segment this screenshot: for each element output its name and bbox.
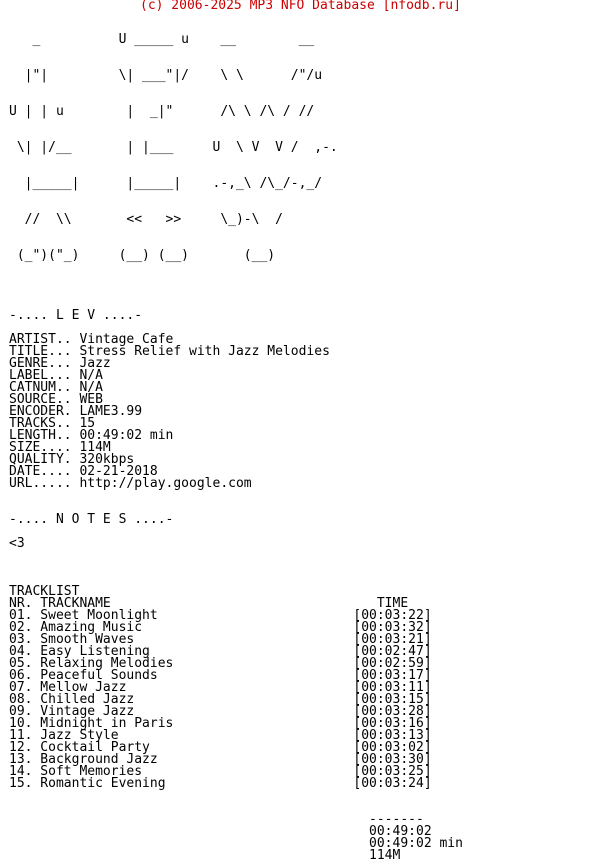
notes-header: -.... N O T E S ....- bbox=[9, 512, 174, 527]
notes-text: <3 bbox=[9, 536, 25, 551]
info-url: URL..... http://play.google.com bbox=[9, 476, 252, 491]
ascii-art-logo bbox=[9, 10, 463, 286]
ascii-art-line: _ U _____ u __ __ bbox=[9, 32, 315, 47]
track-row: 15. Romantic Evening [00:03:24] bbox=[9, 776, 432, 791]
info-length: LENGTH.. 00:49:02 min bbox=[9, 428, 174, 443]
track-row: 04. Easy Listening [00:02:47] bbox=[9, 644, 432, 659]
summary-total-size: 114M bbox=[9, 848, 401, 863]
ascii-art-line: U | | u | _|" /\ \ /\ / // bbox=[9, 104, 315, 119]
track-row: 14. Soft Memories [00:03:25] bbox=[9, 764, 432, 779]
tracklist bbox=[9, 610, 463, 790]
info-source: SOURCE.. WEB bbox=[9, 392, 103, 407]
track-row: 08. Chilled Jazz [00:03:15] bbox=[9, 692, 432, 707]
ascii-art-line: |"| \| ___"|/ \ \ /"/u bbox=[9, 68, 323, 83]
nfo-document bbox=[9, 0, 463, 862]
ascii-art-line: \| |/__ | |___ U \ V V / ,-. bbox=[9, 140, 338, 155]
info-catnum: CATNUM.. N/A bbox=[9, 380, 103, 395]
track-row: 13. Background Jazz [00:03:30] bbox=[9, 752, 432, 767]
summary-divider: ------- bbox=[9, 812, 424, 827]
info-quality: QUALITY. 320kbps bbox=[9, 452, 135, 467]
info-encoder: ENCODER. LAME3.99 bbox=[9, 404, 143, 419]
track-row: 10. Midnight in Paris [00:03:16] bbox=[9, 716, 432, 731]
info-tracks: TRACKS.. 15 bbox=[9, 416, 96, 431]
track-row: 09. Vintage Jazz [00:03:28] bbox=[9, 704, 432, 719]
summary-total-length: 00:49:02 min bbox=[9, 836, 463, 851]
group-header: -.... L E V ....- bbox=[9, 308, 143, 323]
track-row: 07. Mellow Jazz [00:03:11] bbox=[9, 680, 432, 695]
ascii-art-line: (_")("_) (__) (__) (__) bbox=[9, 248, 315, 263]
info-artist: ARTIST.. Vintage Cafe bbox=[9, 332, 174, 347]
nfodb-banner-link[interactable]: (c) 2006-2025 MP3 NFO Database [nfodb.ru] bbox=[140, 0, 461, 13]
track-row: 02. Amazing Music [00:03:32] bbox=[9, 620, 432, 635]
info-genre: GENRE... Jazz bbox=[9, 356, 111, 371]
ascii-art-line: // \\ << >> \_)-\ / bbox=[9, 212, 299, 227]
summary-total-time: 00:49:02 bbox=[9, 824, 432, 839]
tracklist-summary bbox=[9, 814, 463, 862]
tracklist-header: NR. TRACKNAME TIME bbox=[9, 596, 409, 611]
tracklist-title: TRACKLIST bbox=[9, 584, 80, 599]
track-row: 11. Jazz Style [00:03:13] bbox=[9, 728, 432, 743]
track-row: 01. Sweet Moonlight [00:03:22] bbox=[9, 608, 432, 623]
ascii-art-line: |_____| |_____| .-,_\ /\_/-,_/ bbox=[9, 176, 323, 191]
info-date: DATE.... 02-21-2018 bbox=[9, 464, 158, 479]
track-row: 03. Smooth Waves [00:03:21] bbox=[9, 632, 432, 647]
track-row: 06. Peaceful Sounds [00:03:17] bbox=[9, 668, 432, 683]
track-row: 12. Cocktail Party [00:03:02] bbox=[9, 740, 432, 755]
track-row: 05. Relaxing Melodies [00:02:59] bbox=[9, 656, 432, 671]
release-info bbox=[9, 334, 463, 490]
info-title: TITLE... Stress Relief with Jazz Melodies bbox=[9, 344, 330, 359]
info-label: LABEL... N/A bbox=[9, 368, 103, 383]
info-size: SIZE.... 114M bbox=[9, 440, 111, 455]
